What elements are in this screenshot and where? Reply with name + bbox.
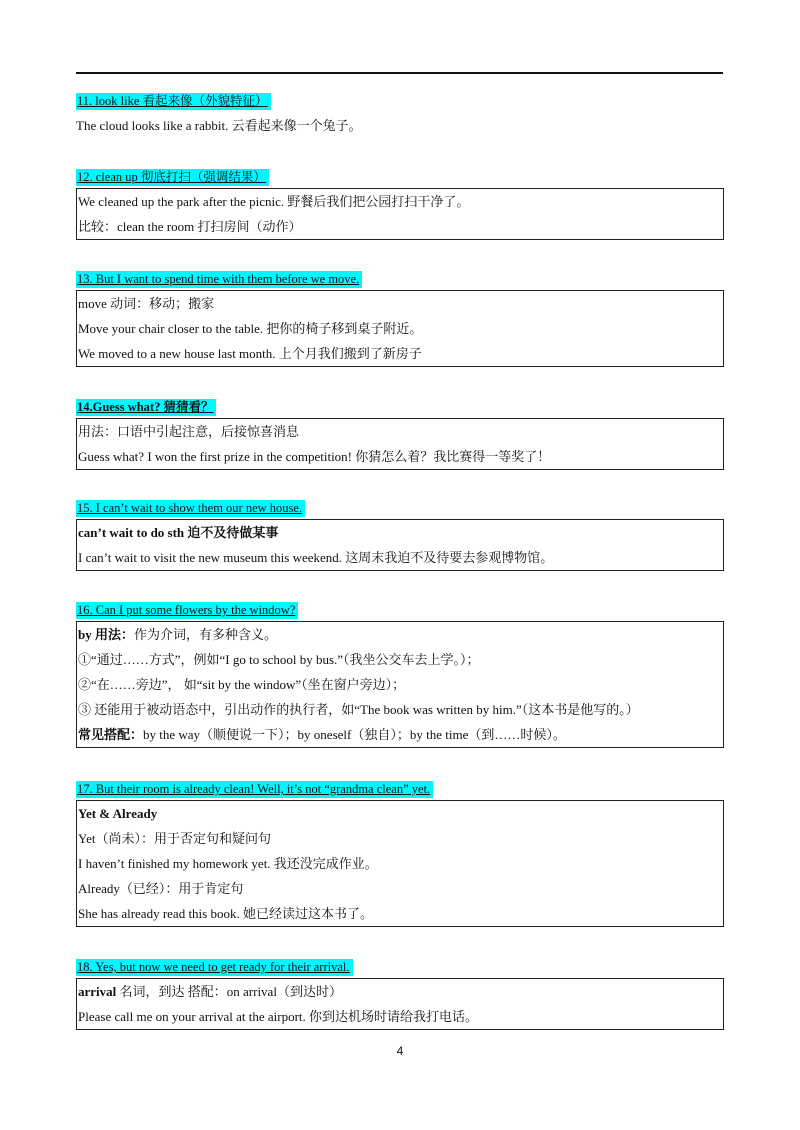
section-13-line: We moved to a new house last month. 上个月我们搬到了新房子 bbox=[78, 346, 422, 361]
section-17-line: I haven’t finished my homework yet. 我还没完成作业。 bbox=[78, 856, 378, 871]
section-17-title: 17. But their room is already clean! Well, it’s not “grandma clean” yet. bbox=[76, 781, 433, 798]
section-14-title: 14.Guess what? 猜猜看？ bbox=[76, 399, 216, 416]
page-number: 4 bbox=[396, 1044, 404, 1058]
section-14-line: Guess what? I won the first prize in the competition! 你猜怎么着？我比赛得一等奖了！ bbox=[78, 449, 551, 464]
by-usage-label: by 用法： bbox=[78, 627, 134, 642]
section-15-box bbox=[76, 519, 724, 571]
section-14-box bbox=[76, 418, 724, 470]
section-17-line: She has already read this book. 她已经读过这本书了。 bbox=[78, 906, 373, 921]
section-16-line bbox=[77, 622, 723, 647]
section-18-line: Please call me on your arrival at the airport. 你到达机场时请给我打电话。 bbox=[78, 1009, 479, 1024]
section-12-line: 比较：clean the room 打扫房间（动作） bbox=[78, 219, 302, 234]
section-16-line: ②“在……旁边”， 如“sit by the window”（坐在窗户旁边）； bbox=[78, 677, 406, 692]
section-15-line: can’t wait to do sth 迫不及待做某事 bbox=[78, 525, 279, 540]
section-17-line: Already（已经）：用于肯定句 bbox=[78, 881, 244, 896]
header-rule bbox=[76, 72, 723, 74]
arrival-label: arrival bbox=[78, 984, 117, 999]
collocations-label: 常见搭配： bbox=[78, 727, 144, 742]
section-14-line: 用法：口语中引起注意，后接惊喜消息 bbox=[78, 424, 300, 439]
section-11 bbox=[76, 92, 724, 138]
section-12-title: 12. clean up 彻底打扫（强调结果） bbox=[76, 169, 269, 186]
section-13-title: 13. But I want to spend time with them before we move. bbox=[76, 271, 362, 288]
arrival-text: 名词，到达 搭配：on arrival（到达时） bbox=[116, 984, 342, 999]
section-13 bbox=[76, 270, 724, 367]
section-17-box bbox=[76, 800, 724, 927]
section-13-line: Move your chair closer to the table. 把你的椅子移到桌子附近。 bbox=[78, 321, 423, 336]
section-16 bbox=[76, 601, 724, 748]
section-11-title: 11. look like 看起来像（外貌特征） bbox=[76, 93, 271, 110]
section-17-line: Yet（尚未）：用于否定句和疑问句 bbox=[78, 831, 271, 846]
section-15-line: I can’t wait to visit the new museum this weekend. 这周末我迫不及待要去参观博物馆。 bbox=[78, 550, 554, 565]
section-14 bbox=[76, 398, 724, 470]
section-16-line: ③ 还能用于被动语态中，引出动作的执行者，如“The book was written by him.”（这本书是他写的。） bbox=[78, 702, 639, 717]
section-15 bbox=[76, 499, 724, 571]
section-15-title: 15. I can’t wait to show them our new house. bbox=[76, 500, 305, 517]
section-13-box bbox=[76, 290, 724, 367]
by-usage-text: 作为介词，有多种含义。 bbox=[133, 627, 277, 642]
section-17-line: Yet & Already bbox=[78, 806, 158, 821]
section-12-box bbox=[76, 188, 724, 240]
section-12 bbox=[76, 168, 724, 240]
section-16-title: 16. Can I put some flowers by the window? bbox=[76, 602, 298, 619]
collocations-text: by the way（顺便说一下）；by oneself（独自）；by the time（到……时候）。 bbox=[143, 727, 566, 742]
section-18 bbox=[76, 958, 724, 1030]
section-16-box bbox=[76, 621, 724, 748]
section-17 bbox=[76, 780, 724, 927]
section-18-line bbox=[77, 979, 723, 1004]
section-18-box bbox=[76, 978, 724, 1030]
section-16-line bbox=[77, 722, 723, 747]
section-12-line: We cleaned up the park after the picnic. 野餐后我们把公园打扫干净了。 bbox=[78, 194, 470, 209]
section-16-line: ①“通过……方式”，例如“I go to school by bus.”（我坐公交车去上学。）； bbox=[78, 652, 480, 667]
section-18-title: 18. Yes, but now we need to get ready for their arrival. bbox=[76, 959, 353, 976]
section-13-line: move 动词：移动；搬家 bbox=[78, 296, 215, 311]
section-11-example: The cloud looks like a rabbit. 云看起来像一个兔子。 bbox=[76, 118, 362, 133]
